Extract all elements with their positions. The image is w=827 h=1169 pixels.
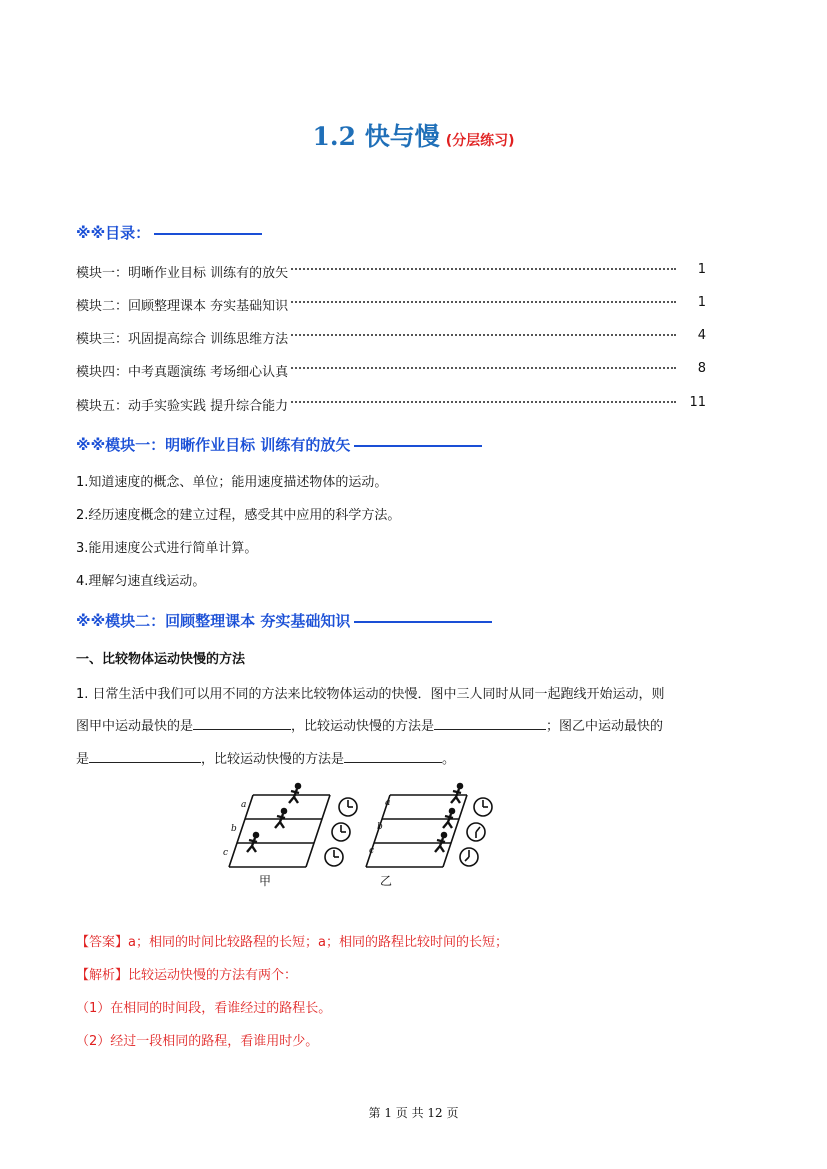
heading-rule [154,233,262,235]
lane-label: b [231,824,237,834]
answer-block [76,931,508,950]
heading-rule [354,445,482,447]
goal-item: 3.能用速度公式进行简单计算。 [76,541,258,556]
module2-heading [76,610,492,631]
question-text: 图甲中运动最快的是 [76,719,194,734]
title-main: 1.2 快与慢 [312,122,440,151]
toc-heading-text: ※※目录： [76,224,151,242]
toc-item-page: 1 [697,295,706,310]
race-figure [225,775,505,890]
toc-item-label: 模块四：中考真题演练 考场细心认真 [76,361,290,380]
toc-heading [76,222,262,243]
goal-item: 2.经历速度概念的建立过程，感受其中应用的科学方法。 [76,508,401,523]
toc-item-page: 1 [697,262,706,277]
toc-item-page: 4 [697,328,706,343]
heading-rule [354,621,492,623]
question-line [76,748,455,767]
question-text: 。 [442,752,456,767]
lane-label: a [385,798,391,808]
analysis-tag: 【解析】 [76,968,129,983]
goal-item: 1.知道速度的概念、单位；能用速度描述物体的运动。 [76,475,388,490]
question-line: 1. 日常生活中我们可以用不同的方法来比较物体运动的快慢．图中三人同时从同一起跑线开始运动，则 [76,687,665,702]
analysis-point: （2）经过一段相同的路程，看谁用时少。 [76,1034,319,1049]
section-subheading: 一、比较物体运动快慢的方法 [76,652,246,667]
answer-text: a；相同的时间比较路程的长短；a；相同的路程比较时间的长短； [128,935,508,950]
lane-label: a [241,800,247,810]
lane-label: c [369,846,375,856]
figure-caption-right: 乙 [380,874,393,888]
toc-item-label: 模块三：巩固提高综合 训练思维方法 [76,328,290,347]
goal-item: 4.理解匀速直线运动。 [76,574,206,589]
question-line [76,715,663,734]
title-sub: (分层练习) [445,133,515,149]
answer-tag: 【答案】 [76,935,129,950]
toc-item[interactable] [76,328,706,348]
module1-heading [76,434,482,455]
answer-blank[interactable] [193,715,291,730]
toc-item[interactable] [76,262,706,282]
answer-blank[interactable] [89,748,201,763]
question-text: ；图乙中运动最快的 [546,719,664,734]
lane-label: c [223,848,229,858]
lane-label: b [377,822,383,832]
analysis-text: 比较运动快慢的方法有两个： [128,968,298,983]
question-text: ，比较运动快慢的方法是 [291,719,435,734]
toc-item-page: 11 [689,395,706,410]
answer-blank[interactable] [434,715,546,730]
toc-item-label: 模块五：动手实验实践 提升综合能力 [76,395,290,414]
question-text: 是 [76,752,90,767]
answer-blank[interactable] [344,748,442,763]
analysis-point: （1）在相同的时间段，看谁经过的路程长。 [76,1001,332,1016]
page-title [0,117,827,153]
toc-item[interactable] [76,295,706,315]
toc-item-label: 模块二：回顾整理课本 夯实基础知识 [76,295,290,314]
module2-heading-text: ※※模块二：回顾整理课本 夯实基础知识 [76,612,351,630]
analysis-block [76,964,297,983]
page-footer: 第 1 页 共 12 页 [368,1106,459,1120]
toc-item-page: 8 [697,361,706,376]
toc-item[interactable] [76,361,706,381]
toc-item[interactable] [76,395,706,415]
module1-heading-text: ※※模块一：明晰作业目标 训练有的放矢 [76,436,351,454]
toc-item-label: 模块一：明晰作业目标 训练有的放矢 [76,262,290,281]
figure-caption-left: 甲 [259,874,272,888]
question-text: ，比较运动快慢的方法是 [201,752,345,767]
